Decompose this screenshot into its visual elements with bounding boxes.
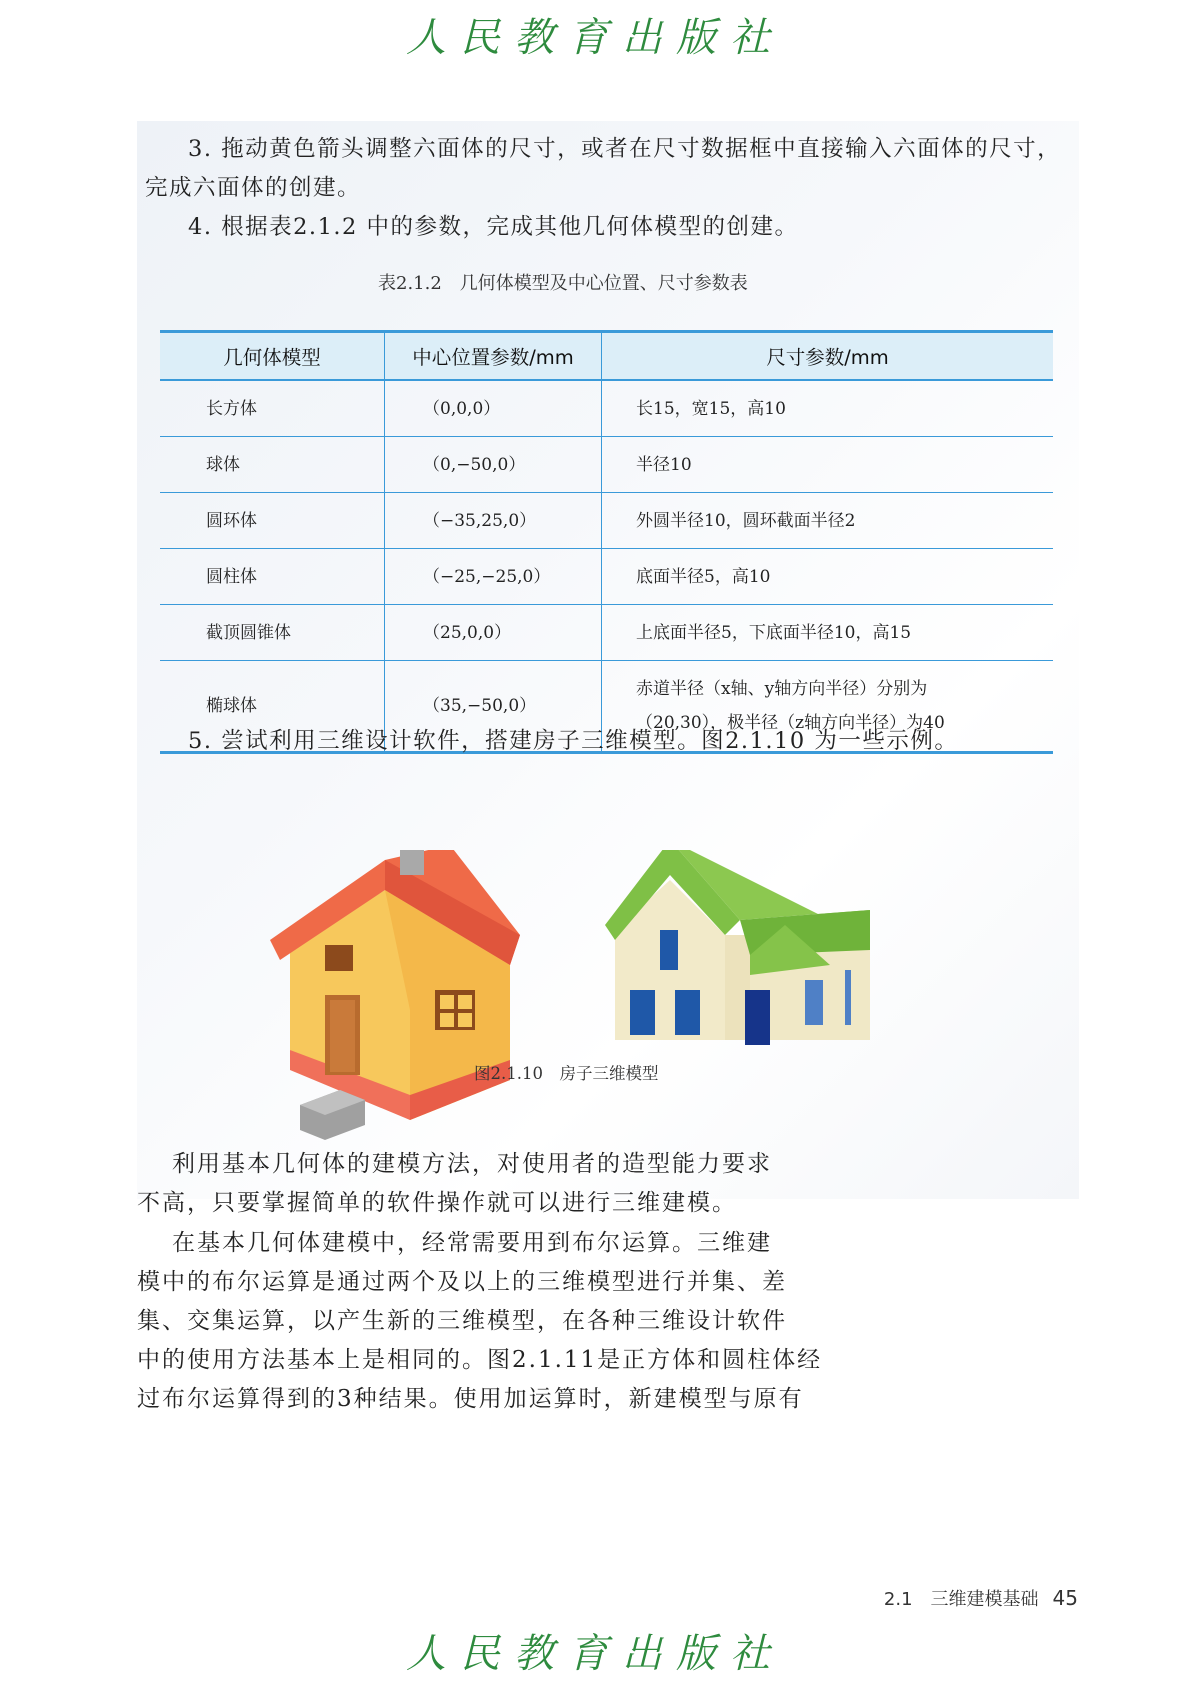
page-number: 45 <box>1052 1586 1078 1610</box>
section-title: 2.1 三维建模基础 <box>883 1589 1039 1610</box>
publisher-watermark-bottom: 人民教育出版社 <box>406 1631 784 1677</box>
cell-model: 球体 <box>160 437 385 493</box>
cell-model: 圆柱体 <box>160 549 385 605</box>
publisher-watermark-top: 人民教育出版社 <box>406 15 784 61</box>
table-header-row <box>160 332 1053 381</box>
parameter-table <box>160 330 1053 754</box>
house-models-illustration <box>270 850 950 1140</box>
header-model: 几何体模型 <box>160 332 385 381</box>
body-paragraph-1-line-1: 利用基本几何体的建模方法，对使用者的造型能力要求 <box>172 1151 772 1177</box>
cell-model: 圆环体 <box>160 493 385 549</box>
header-center: 中心位置参数/mm <box>385 332 602 381</box>
page-footer <box>884 1585 1078 1611</box>
green-house-image <box>605 850 870 1045</box>
cell-model: 截顶圆锥体 <box>160 605 385 661</box>
body-paragraph-2-line-3: 集、交集运算，以产生新的三维模型，在各种三维设计软件 <box>137 1308 787 1334</box>
cell-size: 外圆半径10，圆环截面半径2 <box>602 493 1054 549</box>
step-5: 5. 尝试利用三维设计软件，搭建房子三维模型。图2.1.10 为一些示例。 <box>188 728 959 754</box>
cell-model: 长方体 <box>160 380 385 437</box>
table-row <box>160 380 1053 437</box>
cell-center: （35,−50,0） <box>385 661 602 753</box>
table-row <box>160 605 1053 661</box>
table-row <box>160 549 1053 605</box>
orange-house-image <box>270 850 520 1140</box>
body-paragraph-2-line-2: 模中的布尔运算是通过两个及以上的三维模型进行并集、差 <box>137 1269 787 1295</box>
step-4: 4. 根据表2.1.2 中的参数，完成其他几何体模型的创建。 <box>188 214 799 240</box>
cell-model: 椭球体 <box>160 661 385 753</box>
cell-center: （−35,25,0） <box>385 493 602 549</box>
cell-size: 底面半径5，高10 <box>602 549 1054 605</box>
cell-size: 上底面半径5，下底面半径10，高15 <box>602 605 1054 661</box>
cell-size-line-2: （20,30），极半径（z轴方向半径）为40 <box>636 713 945 733</box>
cell-center: （0,−50,0） <box>385 437 602 493</box>
cell-size: 半径10 <box>602 437 1054 493</box>
cell-size-line-1: 赤道半径（x轴、y轴方向半径）分别为 <box>636 679 928 699</box>
cell-size: 长15，宽15，高10 <box>602 380 1054 437</box>
table-row <box>160 437 1053 493</box>
body-paragraph-1-line-2: 不高，只要掌握简单的软件操作就可以进行三维建模。 <box>137 1190 737 1216</box>
table-row <box>160 493 1053 549</box>
cell-center: （0,0,0） <box>385 380 602 437</box>
step-3-line-1: 3. 拖动黄色箭头调整六面体的尺寸，或者在尺寸数据框中直接输入六面体的尺寸， <box>188 136 1062 162</box>
cell-center: （25,0,0） <box>385 605 602 661</box>
body-paragraph-2-line-1: 在基本几何体建模中，经常需要用到布尔运算。三维建 <box>172 1230 772 1256</box>
figure-caption: 图2.1.10 房子三维模型 <box>474 1064 659 1083</box>
step-3-line-2: 完成六面体的创建。 <box>145 175 362 201</box>
body-paragraph-2-line-4: 中的使用方法基本上是相同的。图2.1.11是正方体和圆柱体经 <box>137 1347 823 1373</box>
table-caption: 表2.1.2 几何体模型及中心位置、尺寸参数表 <box>378 273 748 294</box>
cell-center: （−25,−25,0） <box>385 549 602 605</box>
header-size: 尺寸参数/mm <box>602 332 1054 381</box>
body-paragraph-2-line-5: 过布尔运算得到的3种结果。使用加运算时，新建模型与原有 <box>137 1386 804 1412</box>
